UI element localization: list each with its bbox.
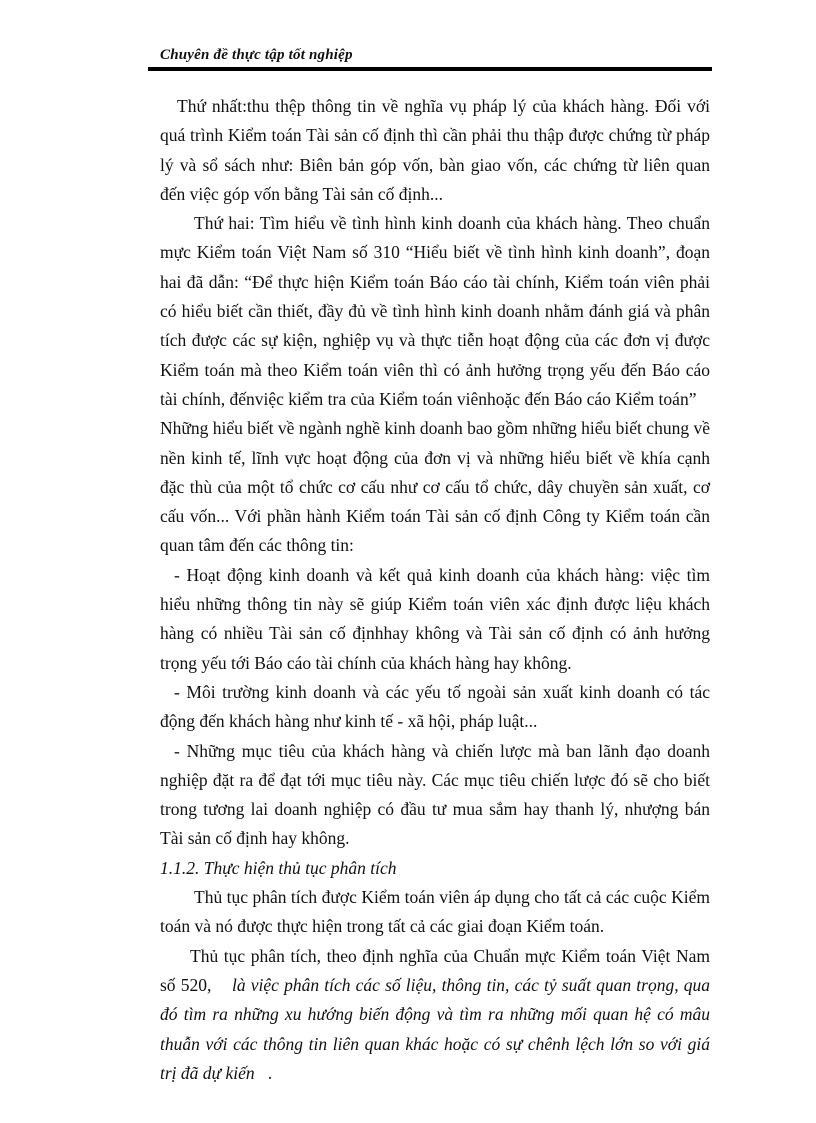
paragraph-dinh-nghia <box>160 942 710 1088</box>
bullet-moi-truong-kinh-doanh: - Môi trường kinh doanh và các yếu tố ngoài sản xuất kinh doanh có tác động đến khách hàng như kinh tế - xã hội, pháp luật... <box>160 681 710 732</box>
paragraph-nhung-hieu-biet: Những hiểu biết về ngành nghề kinh doanh bao gồm những hiểu biết chung về nền kinh tế, lĩnh vực hoạt động của đơn vị và những hiểu biết về khía cạnh đặc thù của một tổ chức cơ cấu như cơ cấu tổ chức, dây chuyền sản xuất, cơ cấu vốn... Với phần hành Kiểm toán Tài sản cố định Công ty Kiểm toán cần quan tâm đến các thông tin: <box>160 418 710 556</box>
section-heading: 1.1.2. Thực hiện thủ tục phân tích <box>160 857 397 878</box>
header-title: Chuyên đề thực tập tốt nghiệp <box>160 47 353 63</box>
definition-end: . <box>267 1062 273 1083</box>
bullet-hoat-dong-kinh-doanh: - Hoạt động kinh doanh và kết quả kinh doanh của khách hàng: việc tìm hiểu những thông tin này sẽ giúp Kiểm toán viên xác định được liệu khách hàng có nhiều Tài sản cố địnhhay không và Tài sản cố định có ảnh hưởng trọng yếu tới Báo cáo tài chính của khách hàng hay không. <box>160 564 710 673</box>
paragraph-thu-tuc-phan-tich: Thủ tục phân tích được Kiểm toán viên áp dụng cho tất cả các cuộc Kiểm toán và nó được thực hiện trong tất cả các giai đoạn Kiểm toán. <box>160 887 710 937</box>
bullet-muc-tieu: - Những mục tiêu của khách hàng và chiến lược mà ban lãnh đạo doanh nghiệp đặt ra để đạt tới mục tiêu này. Các mục tiêu chiến lược đó sẽ cho biết trong tương lai doanh nghiệp có đầu tư mua sắm hay thanh lý, nhượng bán Tài sản cố định hay không. <box>160 740 710 849</box>
paragraph-thu-hai: Thứ hai: Tìm hiểu về tình hình kinh doanh của khách hàng. Theo chuẩn mực Kiểm toán Việt Nam số 310 “Hiểu biết về tình hình kinh doanh”, đoạn hai đã dẫn: “Để thực hiện Kiểm toán Báo cáo tài chính, Kiểm toán viên phải có hiểu biết cần thiết, đầy đủ về tình hình kinh doanh nhằm đánh giá và phân tích được các sự kiện, nghiệp vụ và thực tiễn hoạt động của các đơn vị được Kiểm toán mà theo Kiểm toán viên thì có ảnh hưởng trọng yếu đến Báo cáo tài chính, đếnviệc kiểm tra của Kiểm toán viênhoặc đến Báo cáo Kiểm toán” <box>160 213 710 409</box>
document-body <box>160 92 710 1088</box>
paragraph-thu-nhat: Thứ nhất:thu thệp thông tin về nghĩa vụ pháp lý của khách hàng. Đối với quá trình Kiểm toán Tài sản cố định thì cần phải thu thập được chứng từ pháp lý và sổ sách như: Biên bản góp vốn, bàn giao vốn, các chứng từ liên quan đến việc góp vốn bằng Tài sản cố định... <box>160 96 710 204</box>
header-rule <box>148 67 712 71</box>
definition-italic: là việc phân tích các số liệu, thông tin, các tỷ suất quan trọng, qua đó tìm ra những xu hướng biến động và tìm ra những mối quan hệ có mâu thuẫn với các thông tin liên quan khác hoặc có sự chênh lệch lớn so với giá trị đã dự kiến <box>160 974 711 1083</box>
page-header <box>148 44 712 68</box>
definition-lead: Thủ tục phân tích, theo định nghĩa của Chuẩn mực Kiểm toán Việt Nam số 520, <box>160 945 710 995</box>
